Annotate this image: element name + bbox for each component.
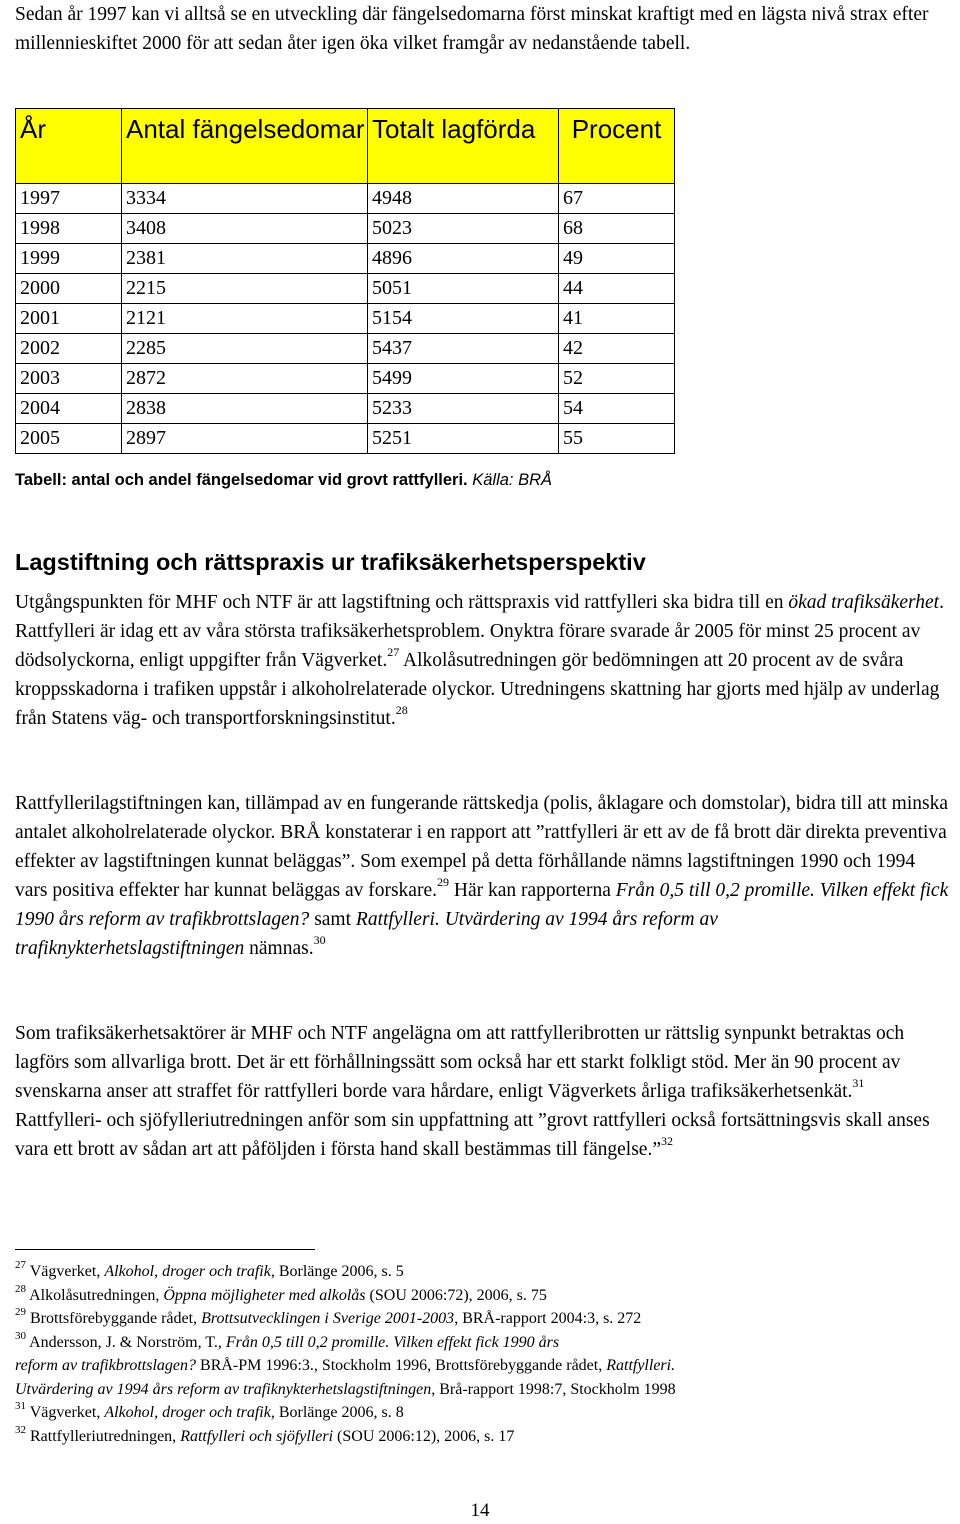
paragraph-2 bbox=[15, 789, 950, 963]
footnote-title: reform av trafikbrottslagen? bbox=[15, 1357, 197, 1374]
cell-prison-sentences: 2215 bbox=[122, 274, 368, 304]
cell-prison-sentences: 2838 bbox=[122, 394, 368, 424]
footnote bbox=[15, 1331, 950, 1355]
footnote-text: Rattfylleriutredningen, bbox=[30, 1427, 181, 1445]
cell-percent: 42 bbox=[559, 334, 675, 364]
page-number: 14 bbox=[470, 1500, 490, 1521]
footnote bbox=[15, 1401, 950, 1425]
footnote-text: Vägverket, bbox=[29, 1263, 105, 1280]
footnote-number: 32 bbox=[15, 1423, 26, 1436]
cell-total-prosecuted: 5437 bbox=[368, 334, 559, 364]
p3-text-a: Som trafiksäkerhetsaktörer är MHF och NTF angelägna om att rattfylleribrotten ur rättslig synpunkt betraktas och lagförs som allvarliga brott. Det är ett förhållningssätt som också har ett starkt folkligt stöd. Mer än 90 procent av svenskarna anser att straffet för rattfylleri borde vara hårdare, enligt Vägverkets årliga trafiksäkerhetsenkät. bbox=[15, 1023, 905, 1102]
footnote-ref-27[interactable]: 27 bbox=[387, 645, 400, 659]
table-caption bbox=[15, 471, 552, 490]
cell-percent: 49 bbox=[559, 244, 675, 274]
footnote-number: 30 bbox=[15, 1329, 26, 1342]
footnote-text: , Borlänge 2006, s. 5 bbox=[270, 1263, 404, 1280]
footnote-title: Från 0,5 till 0,2 promille. Vilken effekt fick 1990 års bbox=[225, 1333, 560, 1351]
header-year: År bbox=[16, 109, 122, 184]
footnote-title: Alkohol, droger och trafik bbox=[104, 1263, 271, 1280]
header-prison-sentences: Antal fängelsedomar bbox=[122, 109, 368, 184]
footnotes bbox=[15, 1260, 950, 1448]
caption-text: Tabell: antal och andel fängelsedomar vid grovt rattfylleri. bbox=[15, 471, 468, 489]
cell-prison-sentences: 3408 bbox=[122, 214, 368, 244]
caption-source: Källa: BRÅ bbox=[472, 471, 553, 489]
table-row bbox=[16, 334, 675, 364]
table-row bbox=[16, 184, 675, 214]
footnote-number: 28 bbox=[15, 1282, 26, 1295]
p1-text-c: Alkolåsutredningen gör bedömningen att 20 procent av de svåra kroppsskadorna i trafiken uppstår i alkoholrelaterade olyckor. Utredningens skattning har gjorts med hjälp av underlag från Statens väg- och transportforskningsinstitut. bbox=[15, 650, 940, 729]
footnote-text: (SOU 2006:72), 2006, s. 75 bbox=[365, 1286, 547, 1304]
cell-prison-sentences: 2897 bbox=[122, 424, 368, 454]
paragraph-3 bbox=[15, 1019, 950, 1164]
cell-year: 1999 bbox=[16, 244, 122, 274]
footnote-number: 27 bbox=[15, 1259, 26, 1271]
footnote-text: Andersson, J. & Norström, T., bbox=[29, 1333, 226, 1351]
footnote-text: Alkolåsutredningen, bbox=[29, 1286, 164, 1304]
header-total-prosecuted: Totalt lagförda bbox=[368, 109, 559, 184]
footnote bbox=[15, 1260, 950, 1284]
table-row bbox=[16, 394, 675, 424]
footnote-title: Rattfylleri. bbox=[606, 1357, 676, 1374]
cell-year: 2004 bbox=[16, 394, 122, 424]
p2-report-title-2: Rattfylleri. Utvärdering av 1994 års reform av trafiknykterhetslagstiftningen bbox=[15, 909, 718, 959]
cell-year: 2003 bbox=[16, 364, 122, 394]
table-row bbox=[16, 364, 675, 394]
footnote-continuation bbox=[15, 1378, 950, 1402]
cell-percent: 67 bbox=[559, 184, 675, 214]
table-row bbox=[16, 244, 675, 274]
footnote-text: Brottsförebyggande rådet, bbox=[30, 1310, 202, 1327]
header-percent: Procent bbox=[559, 109, 675, 184]
cell-prison-sentences: 2381 bbox=[122, 244, 368, 274]
footnote-number: 29 bbox=[15, 1306, 26, 1318]
footnote-title: Rattfylleri och sjöfylleri bbox=[180, 1427, 334, 1445]
cell-prison-sentences: 3334 bbox=[122, 184, 368, 214]
paragraph-1 bbox=[15, 588, 950, 733]
data-table bbox=[15, 108, 675, 454]
cell-percent: 44 bbox=[559, 274, 675, 304]
cell-total-prosecuted: 5154 bbox=[368, 304, 559, 334]
p1-text-b: . Rattfylleri är idag ett av våra största trafiksäkerhetsproblem. Onyktra förare svarade år 2005 för minst 25 procent av dödsolyckorna, enligt uppgifter från Vägverket. bbox=[15, 592, 944, 671]
section-heading: Lagstiftning och rättspraxis ur trafiksäkerhetsperspektiv bbox=[15, 549, 646, 575]
p2-text-d: nämnas. bbox=[244, 938, 314, 959]
table-header-row bbox=[16, 109, 675, 184]
cell-percent: 54 bbox=[559, 394, 675, 424]
footnote-continuation bbox=[15, 1354, 950, 1378]
footnote-text: , Borlänge 2006, s. 8 bbox=[270, 1404, 404, 1421]
footnote bbox=[15, 1425, 950, 1449]
footnote-text: (SOU 2006:12), 2006, s. 17 bbox=[333, 1427, 515, 1445]
footnote-ref-32[interactable]: 32 bbox=[661, 1134, 673, 1148]
cell-total-prosecuted: 5251 bbox=[368, 424, 559, 454]
cell-total-prosecuted: 5233 bbox=[368, 394, 559, 424]
p2-text-c: samt bbox=[309, 909, 356, 930]
footnote-number: 31 bbox=[15, 1400, 26, 1412]
footnote-title: Utvärdering av 1994 års reform av trafiknykterhetslagstiftningen bbox=[15, 1380, 432, 1398]
footnote bbox=[15, 1307, 950, 1331]
footnote-text: BRÅ-PM 1996:3., Stockholm 1996, Brottsförebyggande rådet, bbox=[196, 1357, 607, 1374]
footnote-separator bbox=[15, 1249, 315, 1250]
footnote-ref-31[interactable]: 31 bbox=[852, 1076, 865, 1090]
footnote-text: Vägverket, bbox=[29, 1404, 105, 1421]
cell-percent: 41 bbox=[559, 304, 675, 334]
footnote-text: , BRÅ-rapport 2004:3, s. 272 bbox=[454, 1310, 642, 1327]
p1-text-a: Utgångspunkten för MHF och NTF är att lagstiftning och rättspraxis vid rattfylleri ska bidra till en bbox=[15, 592, 789, 613]
cell-percent: 55 bbox=[559, 424, 675, 454]
cell-year: 2002 bbox=[16, 334, 122, 364]
p2-text-a: Rattfyllerilagstiftningen kan, tillämpad av en fungerande rättskedja (polis, åklagare och domstolar), bidra till att minska antalet alkoholrelaterade olyckor. BRÅ konstaterar i en rapport att ”rattfylleri är ett av de få brott där direkta preventiva effekter av lagstiftningen kunnat beläggas”. Som exempel på detta förhållande nämns lagstiftningen 1990 och 1994 vars positiva effekter har kunnat beläggas av forskare. bbox=[15, 793, 949, 901]
p2-text-b: Här kan rapporterna bbox=[448, 880, 616, 901]
cell-prison-sentences: 2121 bbox=[122, 304, 368, 334]
cell-total-prosecuted: 5499 bbox=[368, 364, 559, 394]
p1-emphasis: ökad trafiksäkerhet bbox=[788, 592, 940, 613]
footnote-title: Alkohol, droger och trafik bbox=[104, 1404, 271, 1421]
footnote-ref-29[interactable]: 29 bbox=[436, 875, 449, 889]
table-row bbox=[16, 304, 675, 334]
cell-total-prosecuted: 5023 bbox=[368, 214, 559, 244]
cell-year: 2001 bbox=[16, 304, 122, 334]
table-row bbox=[16, 274, 675, 304]
cell-total-prosecuted: 4948 bbox=[368, 184, 559, 214]
footnote-text: , Brå-rapport 1998:7, Stockholm 1998 bbox=[431, 1380, 676, 1398]
footnote-ref-30[interactable]: 30 bbox=[313, 933, 326, 947]
footnote-title: Öppna möjligheter med alkolås bbox=[163, 1286, 366, 1304]
p3-text-b: Rattfylleri- och sjöfylleriutredningen anför som sin uppfattning att ”grovt rattfylleri också fortsättningsvis skall anses vara ett brott av sådan art att påföljden i första hand skall bestämmas till fängelse.” bbox=[15, 1110, 930, 1160]
cell-year: 2000 bbox=[16, 274, 122, 304]
intro-paragraph: Sedan år 1997 kan vi alltså se en utveckling där fängelsedomarna först minskat kraftigt med en lägsta nivå strax efter millennieskiftet 2000 för att sedan åter igen öka vilket framgår av nedanstående tabell. bbox=[15, 4, 929, 54]
cell-prison-sentences: 2285 bbox=[122, 334, 368, 364]
p2-report-title-1: Från 0,5 till 0,2 promille. Vilken effekt fick 1990 års reform av trafikbrottslagen? bbox=[15, 880, 949, 930]
cell-prison-sentences: 2872 bbox=[122, 364, 368, 394]
cell-year: 2005 bbox=[16, 424, 122, 454]
footnote-title: Brottsutvecklingen i Sverige 2001-2003 bbox=[201, 1310, 455, 1327]
footnote bbox=[15, 1284, 950, 1308]
cell-year: 1997 bbox=[16, 184, 122, 214]
cell-percent: 68 bbox=[559, 214, 675, 244]
cell-total-prosecuted: 5051 bbox=[368, 274, 559, 304]
cell-total-prosecuted: 4896 bbox=[368, 244, 559, 274]
footnote-ref-28[interactable]: 28 bbox=[395, 703, 408, 717]
table-row bbox=[16, 214, 675, 244]
cell-percent: 52 bbox=[559, 364, 675, 394]
cell-year: 1998 bbox=[16, 214, 122, 244]
table-row bbox=[16, 424, 675, 454]
